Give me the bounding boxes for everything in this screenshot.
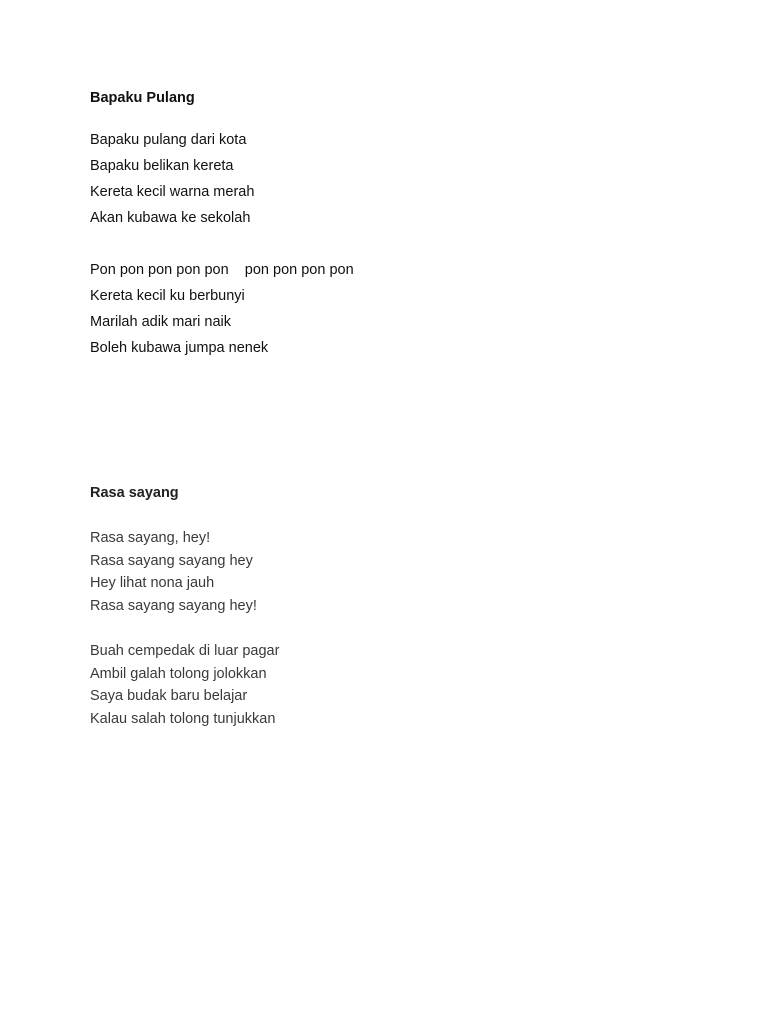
lyric-line: Kalau salah tolong tunjukkan bbox=[90, 710, 276, 727]
song-bapaku-pulang bbox=[90, 88, 690, 361]
lyric-line: Kereta kecil warna merah bbox=[90, 184, 255, 200]
lyric-line: Bapaku pulang dari kota bbox=[90, 132, 247, 148]
lyric-line: Rasa sayang, hey! bbox=[90, 530, 211, 546]
lyric-line: Pon pon pon pon pon pon pon pon pon bbox=[90, 262, 354, 278]
stanza bbox=[90, 640, 690, 730]
stanza bbox=[90, 257, 690, 361]
lyric-line: Saya budak baru belajar bbox=[90, 688, 248, 705]
lyric-line: Akan kubawa ke sekolah bbox=[90, 210, 251, 226]
lyric-line: Marilah adik mari naik bbox=[90, 314, 232, 330]
lyric-line: Boleh kubawa jumpa nenek bbox=[90, 340, 269, 356]
lyric-line: Bapaku belikan kereta bbox=[90, 158, 234, 174]
lyric-line: Rasa sayang sayang hey bbox=[90, 552, 253, 569]
stanza bbox=[90, 527, 690, 617]
song-rasa-sayang bbox=[90, 483, 690, 730]
song-title: Bapaku Pulang bbox=[90, 90, 195, 106]
stanza bbox=[90, 127, 690, 231]
lyric-line: Hey lihat nona jauh bbox=[90, 575, 215, 592]
lyric-line: Rasa sayang sayang hey! bbox=[90, 597, 257, 614]
lyric-line: Ambil galah tolong jolokkan bbox=[90, 665, 267, 682]
song-title: Rasa sayang bbox=[90, 485, 179, 501]
lyric-line: Buah cempedak di luar pagar bbox=[90, 642, 280, 659]
lyric-line: Kereta kecil ku berbunyi bbox=[90, 288, 245, 304]
